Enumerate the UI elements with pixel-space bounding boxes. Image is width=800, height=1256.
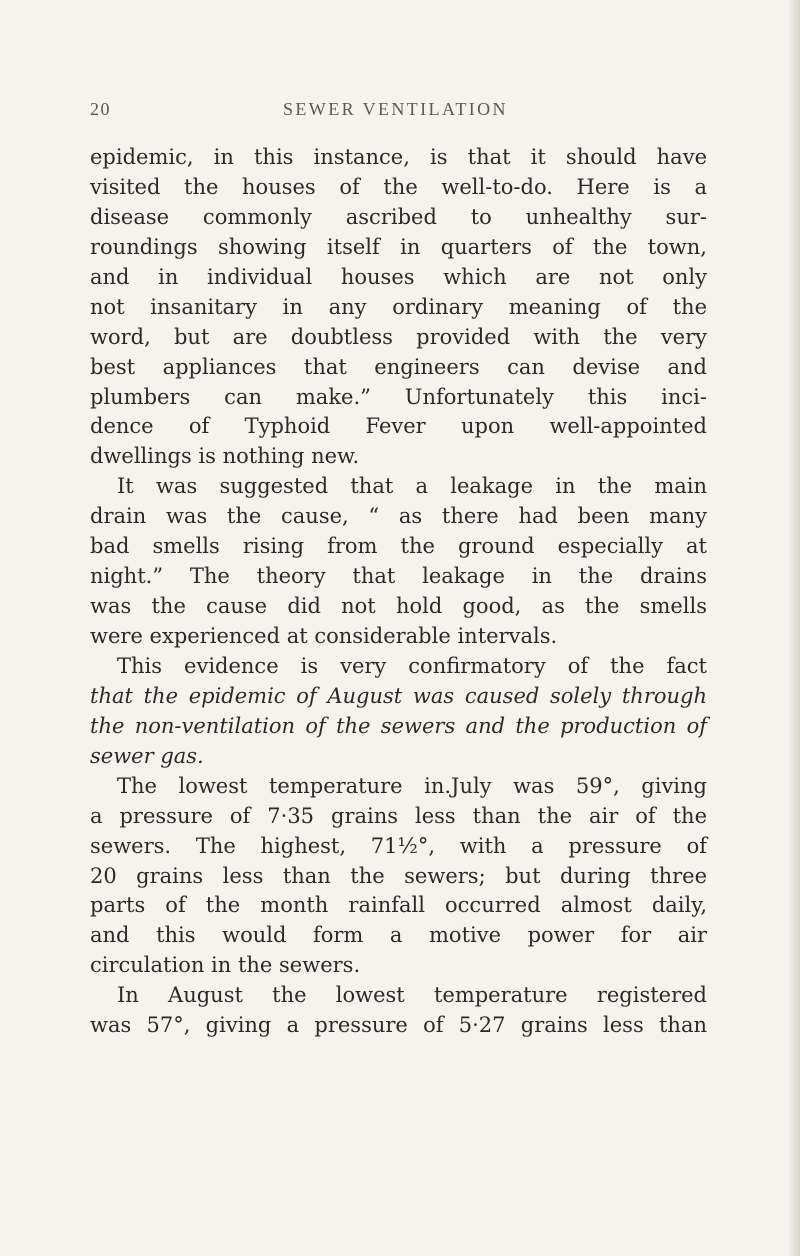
text-line: night.” The theory that leakage in the drains: [90, 564, 707, 589]
text-line: a pressure of 7·35 grains less than the air of the: [90, 803, 707, 828]
page-header: [90, 99, 710, 125]
text-line: were experienced at considerable intervals.: [90, 624, 558, 648]
text-line: visited the houses of the well-to-do. Here is a: [90, 174, 707, 199]
text-line: not insanitary in any ordinary meaning of the: [90, 294, 707, 319]
text-line: parts of the month rainfall occurred almost daily,: [90, 893, 707, 918]
text-line: best appliances that engineers can devise and: [90, 354, 707, 379]
text-line: circulation in the sewers.: [90, 953, 361, 978]
text-line: bad smells rising from the ground especially at: [90, 534, 707, 559]
text-line: disease commonly ascribed to unhealthy sur-: [90, 204, 707, 229]
text-line: dence of Typhoid Fever upon well-appointed: [90, 414, 707, 439]
paragraph-start-line: This evidence is very confirmatory of the fact: [117, 653, 707, 678]
text-line: dwellings is nothing new.: [90, 444, 360, 469]
text-line: roundings showing itself in quarters of the town,: [90, 234, 707, 259]
italic-text-line: sewer gas.: [90, 743, 204, 768]
text-line: 20 grains less than the sewers; but during three: [90, 863, 707, 888]
italic-text-line: that the epidemic of August was caused solely through: [90, 683, 707, 708]
page-number: 20: [90, 99, 111, 119]
italic-text-line: the non-ventilation of the sewers and the production of: [90, 713, 707, 738]
text-line: sewers. The highest, 71½°, with a pressure of: [90, 833, 707, 858]
text-line: word, but are doubtless provided with the very: [90, 324, 707, 349]
paragraph-start-line: The lowest temperature in.July was 59°, giving: [117, 773, 707, 798]
text-line: was 57°, giving a pressure of 5·27 grains less than: [90, 1013, 707, 1038]
text-line: and this would form a motive power for air: [90, 923, 707, 948]
body-text: [90, 143, 707, 1041]
text-line: plumbers can make.” Unfortunately this inci-: [90, 384, 707, 409]
text-line: drain was the cause, “ as there had been many: [90, 504, 707, 529]
text-line: and in individual houses which are not only: [90, 264, 707, 289]
text-line: epidemic, in this instance, is that it should have: [90, 145, 707, 169]
text-line: was the cause did not hold good, as the smells: [90, 594, 707, 619]
paragraph-start-line: It was suggested that a leakage in the main: [117, 474, 707, 499]
running-title: SEWER VENTILATION: [283, 99, 508, 119]
paragraph-start-line: In August the lowest temperature registered: [117, 983, 707, 1008]
page-edge-shadow: [788, 0, 800, 1256]
